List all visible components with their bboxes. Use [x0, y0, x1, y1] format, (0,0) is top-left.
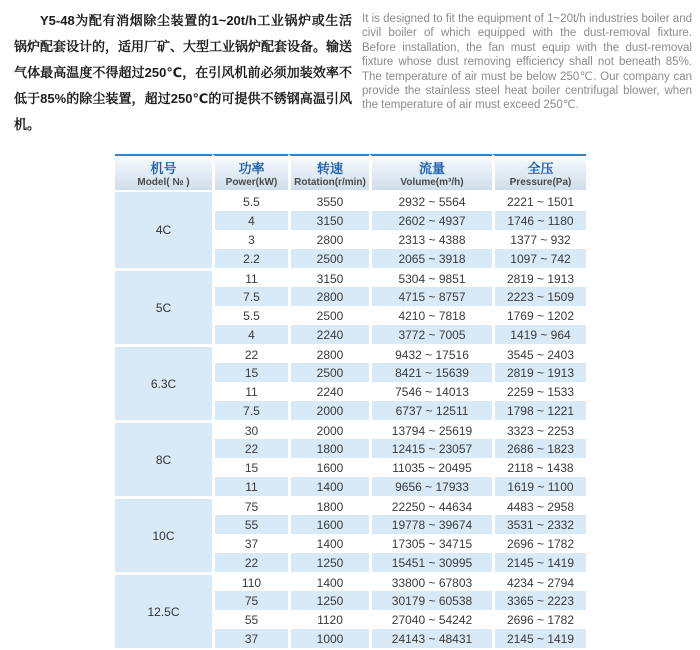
pressure-cell: 2696 ~ 1782	[492, 610, 586, 629]
volume-cell: 33800 ~ 67803	[369, 572, 492, 591]
pressure-cell: 1377 ~ 932	[492, 230, 586, 249]
column-header-zh: 流量	[418, 160, 445, 176]
power-cell: 15	[212, 458, 288, 477]
pressure-cell: 2686 ~ 1823	[492, 439, 586, 458]
rotation-cell: 2500	[288, 306, 369, 325]
power-cell: 55	[212, 610, 288, 629]
pressure-cell: 3531 ~ 2332	[492, 515, 586, 534]
pressure-cell: 1746 ~ 1180	[492, 211, 586, 230]
volume-cell: 2932 ~ 5564	[369, 192, 492, 211]
power-cell: 7.5	[212, 401, 288, 420]
rotation-cell: 2240	[288, 325, 369, 344]
volume-cell: 8421 ~ 15639	[369, 363, 492, 382]
power-cell: 37	[212, 534, 288, 553]
power-cell: 11	[212, 382, 288, 401]
pressure-cell: 2259 ~ 1533	[492, 382, 586, 401]
column-header-zh: 功率	[238, 160, 265, 176]
header-row	[115, 154, 586, 192]
column-header-power	[212, 154, 288, 192]
model-cell: 4C	[115, 192, 212, 268]
power-cell: 11	[212, 268, 288, 287]
intro-paragraph-english: It is designed to fit the equipment of 1~20t/h industries boiler and civil boiler of which equipped with the dust-removal fixture. Before installation, the fan must equip with the dust-removal fixture whose dust removing efficiency shall not beneath 85%. The temperature of air must be below 250℃. Our company can provide the stainless steel heat boiler centrifugal blower, when the temperature of air must exceed 250℃.	[362, 13, 692, 112]
pressure-cell: 2145 ~ 1419	[492, 629, 586, 648]
rotation-cell: 1000	[288, 629, 369, 648]
intro-paragraph-chinese: Y5-48为配有消烟除尘装置的1~20t/h工业锅炉或生活锅炉配套设计的，适用厂矿、大型工业锅炉配套设备。输送气体最高温度不得超过250℃，在引风机前必须加装效率不低于85%的除尘装置，超过250℃的可提供不锈钢高温引风机。	[14, 13, 353, 132]
power-cell: 7.5	[212, 287, 288, 306]
volume-cell: 4715 ~ 8757	[369, 287, 492, 306]
volume-cell: 9432 ~ 17516	[369, 344, 492, 363]
column-header-volume	[369, 154, 492, 192]
intro-section	[0, 0, 700, 138]
spec-table	[115, 154, 586, 648]
volume-cell: 27040 ~ 54242	[369, 610, 492, 629]
rotation-cell: 1120	[288, 610, 369, 629]
pressure-cell: 2145 ~ 1419	[492, 553, 586, 572]
rotation-cell: 3150	[288, 268, 369, 287]
pressure-cell: 3365 ~ 2223	[492, 591, 586, 610]
rotation-cell: 2500	[288, 249, 369, 268]
pressure-cell: 3323 ~ 2253	[492, 420, 586, 439]
pressure-cell: 2221 ~ 1501	[492, 192, 586, 211]
volume-cell: 7546 ~ 14013	[369, 382, 492, 401]
model-cell: 6.3C	[115, 344, 212, 420]
power-cell: 30	[212, 420, 288, 439]
column-header-en: Power(kW)	[225, 176, 278, 188]
power-cell: 75	[212, 496, 288, 515]
rotation-cell: 2800	[288, 344, 369, 363]
power-cell: 5.5	[212, 306, 288, 325]
volume-cell: 15451 ~ 30995	[369, 553, 492, 572]
rotation-cell: 3150	[288, 211, 369, 230]
column-header-en: Pressure(Pa)	[509, 176, 572, 188]
table-row	[115, 496, 586, 515]
pressure-cell: 1619 ~ 1100	[492, 477, 586, 496]
rotation-cell: 2800	[288, 230, 369, 249]
column-header-zh: 转速	[316, 160, 343, 176]
power-cell: 4	[212, 325, 288, 344]
volume-cell: 3772 ~ 7005	[369, 325, 492, 344]
rotation-cell: 1800	[288, 439, 369, 458]
rotation-cell: 3550	[288, 192, 369, 211]
model-cell: 10C	[115, 496, 212, 572]
power-cell: 3	[212, 230, 288, 249]
volume-cell: 2065 ~ 3918	[369, 249, 492, 268]
column-header-pressure	[492, 154, 586, 192]
table-row	[115, 192, 586, 211]
rotation-cell: 1250	[288, 553, 369, 572]
rotation-cell: 2800	[288, 287, 369, 306]
power-cell: 4	[212, 211, 288, 230]
model-cell: 12.5C	[115, 572, 212, 648]
volume-cell: 4210 ~ 7818	[369, 306, 492, 325]
pressure-cell: 1769 ~ 1202	[492, 306, 586, 325]
volume-cell: 30179 ~ 60538	[369, 591, 492, 610]
power-cell: 22	[212, 344, 288, 363]
power-cell: 15	[212, 363, 288, 382]
pressure-cell: 2118 ~ 1438	[492, 458, 586, 477]
volume-cell: 2602 ~ 4937	[369, 211, 492, 230]
rotation-cell: 1400	[288, 572, 369, 591]
rotation-cell: 1800	[288, 496, 369, 515]
spec-table-header	[115, 154, 586, 192]
rotation-cell: 2240	[288, 382, 369, 401]
power-cell: 11	[212, 477, 288, 496]
volume-cell: 17305 ~ 34715	[369, 534, 492, 553]
power-cell: 37	[212, 629, 288, 648]
column-header-en: Volume(m³/h)	[400, 176, 464, 188]
pressure-cell: 4483 ~ 2958	[492, 496, 586, 515]
column-header-en: Rotation(r/min)	[294, 176, 366, 188]
model-cell: 8C	[115, 420, 212, 496]
volume-cell: 19778 ~ 39674	[369, 515, 492, 534]
table-row	[115, 268, 586, 287]
volume-cell: 6737 ~ 12511	[369, 401, 492, 420]
pressure-cell: 4234 ~ 2794	[492, 572, 586, 591]
pressure-cell: 1798 ~ 1221	[492, 401, 586, 420]
pressure-cell: 2819 ~ 1913	[492, 363, 586, 382]
model-cell: 5C	[115, 268, 212, 344]
rotation-cell: 1600	[288, 515, 369, 534]
power-cell: 22	[212, 553, 288, 572]
column-header-rotation	[288, 154, 369, 192]
rotation-cell: 1600	[288, 458, 369, 477]
table-row	[115, 572, 586, 591]
column-header-zh: 全压	[527, 160, 554, 176]
rotation-cell: 2000	[288, 401, 369, 420]
volume-cell: 5304 ~ 9851	[369, 268, 492, 287]
power-cell: 5.5	[212, 192, 288, 211]
rotation-cell: 1400	[288, 477, 369, 496]
rotation-cell: 2500	[288, 363, 369, 382]
column-header-model	[115, 154, 212, 192]
volume-cell: 13794 ~ 25619	[369, 420, 492, 439]
pressure-cell: 2696 ~ 1782	[492, 534, 586, 553]
pressure-cell: 1419 ~ 964	[492, 325, 586, 344]
pressure-cell: 1097 ~ 742	[492, 249, 586, 268]
table-row	[115, 420, 586, 439]
power-cell: 55	[212, 515, 288, 534]
power-cell: 22	[212, 439, 288, 458]
volume-cell: 22250 ~ 44634	[369, 496, 492, 515]
pressure-cell: 3545 ~ 2403	[492, 344, 586, 363]
volume-cell: 12415 ~ 23057	[369, 439, 492, 458]
column-header-en: Model( № )	[137, 176, 190, 188]
power-cell: 2.2	[212, 249, 288, 268]
rotation-cell: 1250	[288, 591, 369, 610]
rotation-cell: 1400	[288, 534, 369, 553]
pressure-cell: 2223 ~ 1509	[492, 287, 586, 306]
spec-table-body	[115, 192, 586, 648]
pressure-cell: 2819 ~ 1913	[492, 268, 586, 287]
volume-cell: 9656 ~ 17933	[369, 477, 492, 496]
rotation-cell: 2000	[288, 420, 369, 439]
power-cell: 75	[212, 591, 288, 610]
volume-cell: 24143 ~ 48431	[369, 629, 492, 648]
power-cell: 110	[212, 572, 288, 591]
volume-cell: 11035 ~ 20495	[369, 458, 492, 477]
column-header-zh: 机号	[150, 160, 177, 176]
table-row	[115, 344, 586, 363]
volume-cell: 2313 ~ 4388	[369, 230, 492, 249]
